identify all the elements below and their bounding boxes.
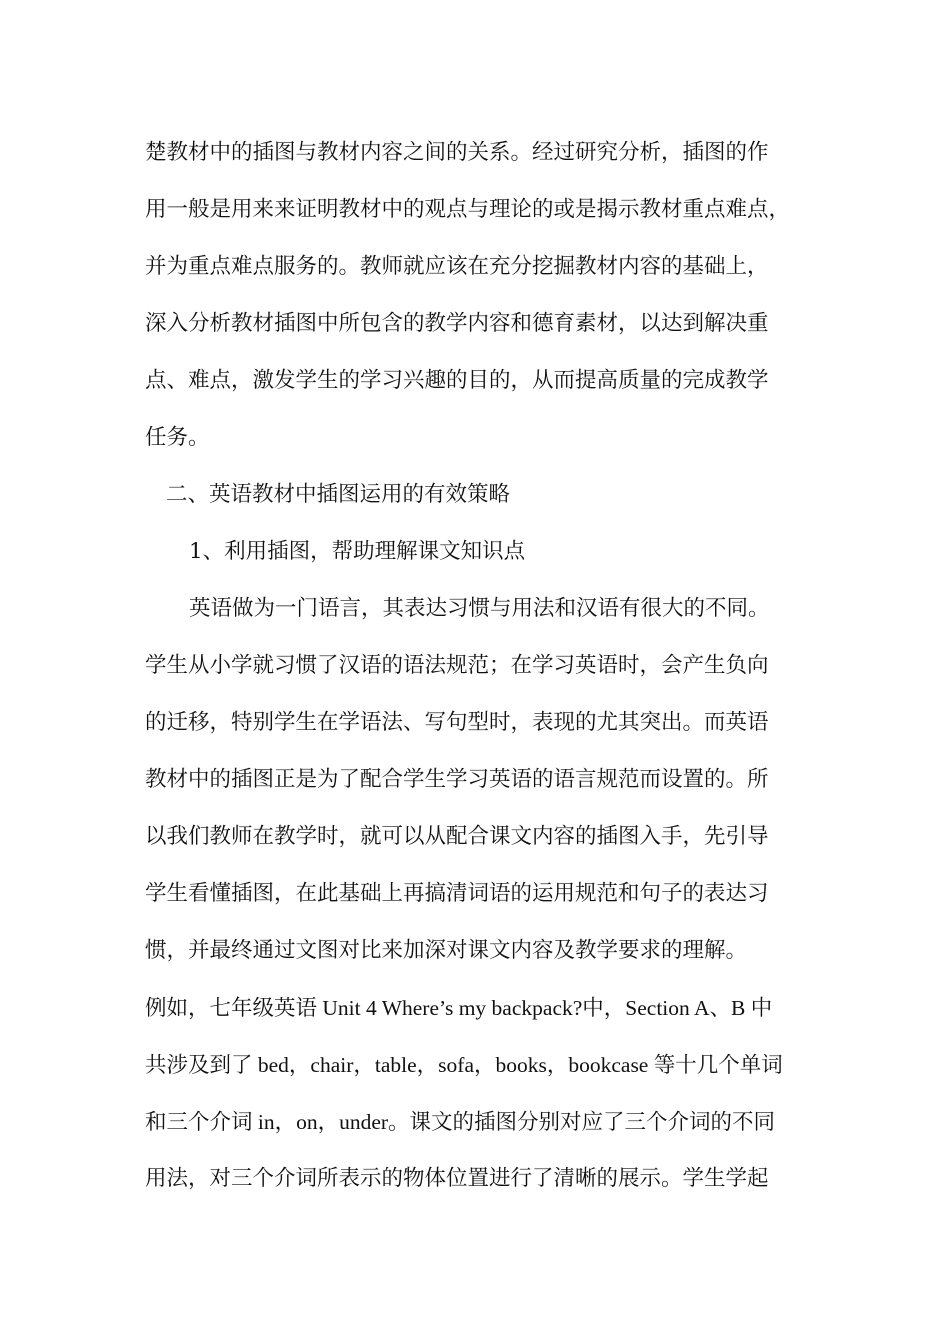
subsection-heading: 1、利用插图，帮助理解课文知识点	[189, 539, 526, 564]
body-text-line: 用法，对三个介词所表示的物体位置进行了清晰的展示。学生学起	[145, 1166, 769, 1191]
body-text-line: 楚教材中的插图与教材内容之间的关系。经过研究分析，插图的作	[145, 140, 769, 165]
body-text-line: 共涉及到了 bed，chair，table，sofa，books，bookcase 等十几个单词	[145, 1053, 783, 1077]
body-text-line: 任务。	[145, 425, 210, 450]
body-text-line: 并为重点难点服务的。教师就应该在充分挖掘教材内容的基础上，	[145, 254, 769, 279]
body-text-line: 惯，并最终通过文图对比来加深对课文内容及教学要求的理解。	[145, 938, 748, 963]
body-text-line: 和三个介词 in，on，under。课文的插图分别对应了三个介词的不同	[145, 1110, 776, 1134]
body-text-line: 用一般是用来来证明教材中的观点与理论的或是揭示教材重点难点，	[145, 197, 791, 222]
body-text-line: 点、难点，激发学生的学习兴趣的目的，从而提高质量的完成教学	[145, 368, 769, 393]
body-text-line: 深入分析教材插图中所包含的教学内容和德育素材，以达到解决重	[145, 311, 769, 336]
section-heading: 二、英语教材中插图运用的有效策略	[166, 482, 511, 507]
body-text-line: 英语做为一门语言，其表达习惯与用法和汉语有很大的不同。	[189, 596, 770, 621]
body-text-line: 以我们教师在教学时，就可以从配合课文内容的插图入手，先引导	[145, 824, 769, 849]
body-text-line: 学生看懂插图，在此基础上再搞清词语的运用规范和句子的表达习	[145, 881, 769, 906]
body-text-line: 例如，七年级英语 Unit 4 Where’s my backpack?中，Section A、B 中	[145, 996, 773, 1020]
body-text-line: 教材中的插图正是为了配合学生学习英语的语言规范而设置的。所	[145, 767, 769, 792]
body-text-line: 的迁移，特别学生在学语法、写句型时，表现的尤其突出。而英语	[145, 710, 769, 735]
body-text-line: 学生从小学就习惯了汉语的语法规范；在学习英语时，会产生负向	[145, 653, 769, 678]
